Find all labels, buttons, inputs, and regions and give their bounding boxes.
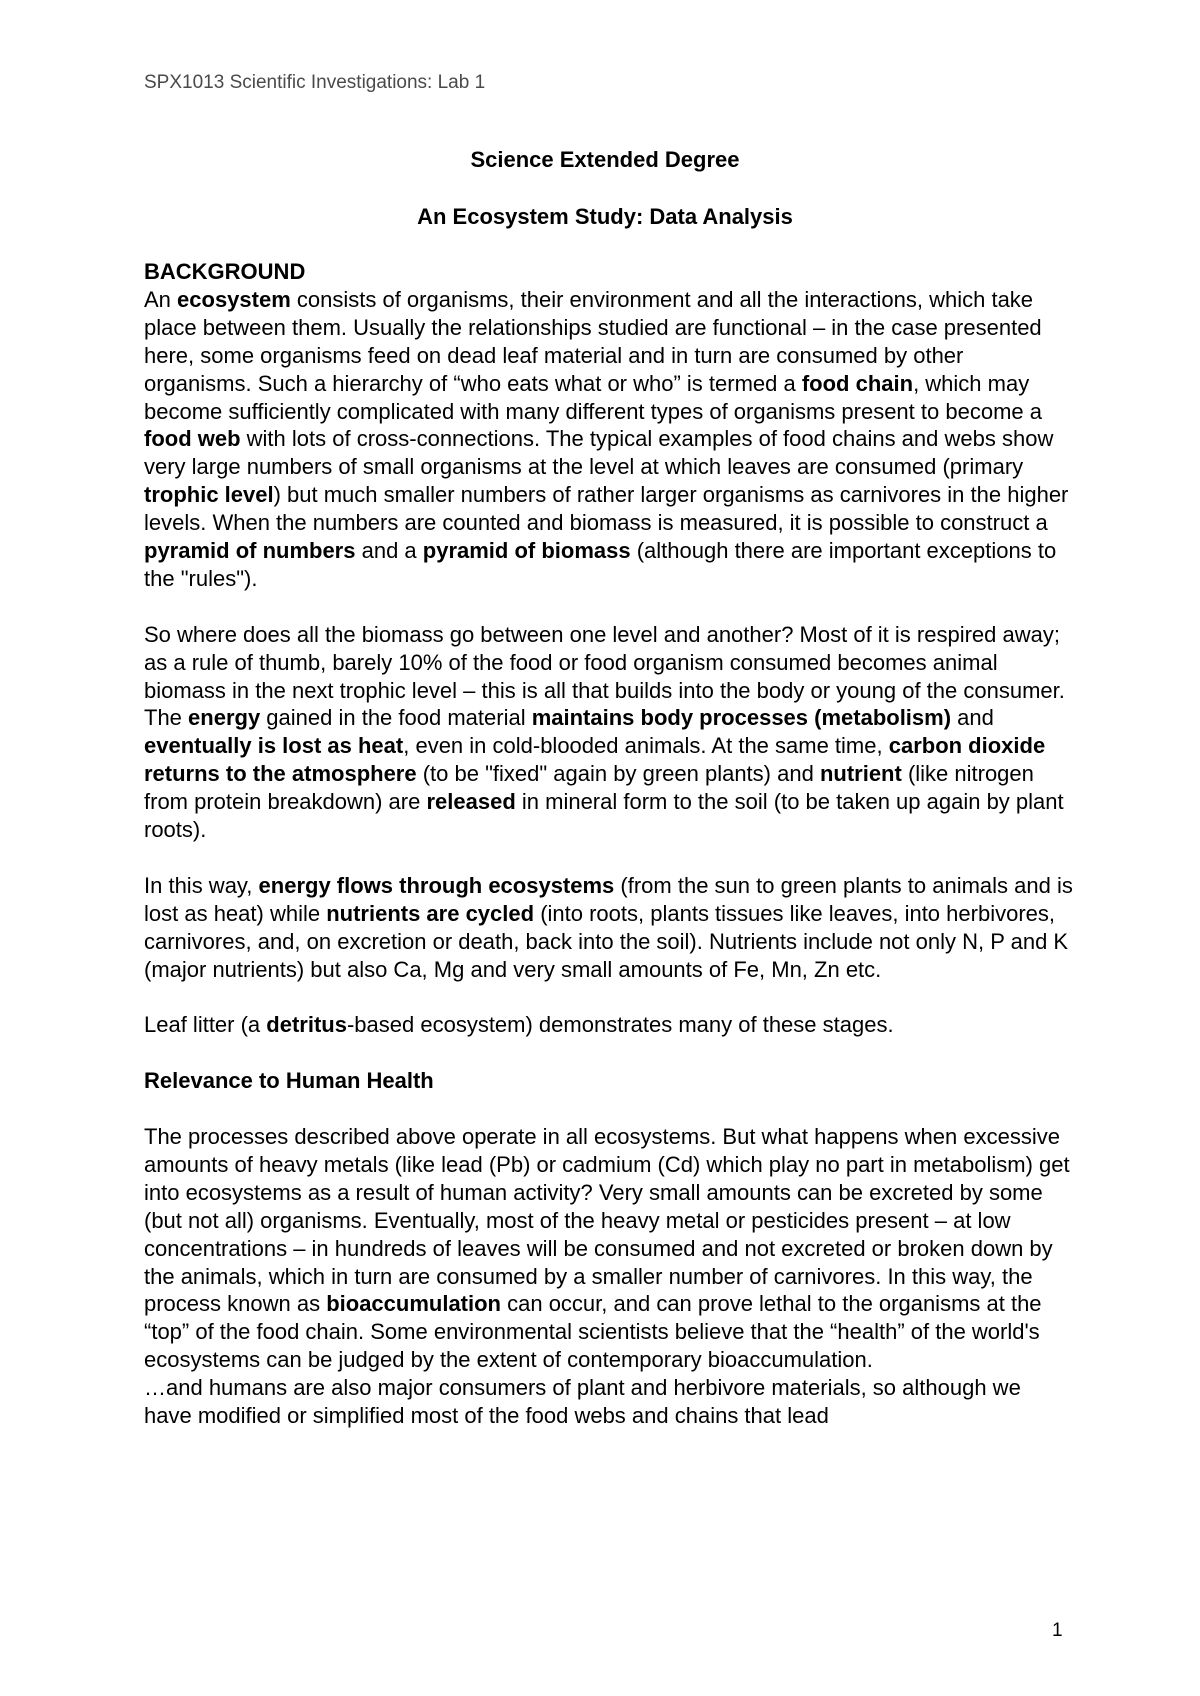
bold-term: energy flows through ecosystems — [258, 872, 615, 898]
relevance-paragraph-1 — [144, 1123, 1074, 1374]
bold-term: bioaccumulation — [326, 1291, 501, 1317]
bold-term: ecosystem — [177, 286, 291, 312]
bold-term: carbon dioxide returns to the atmosphere — [144, 733, 1046, 787]
background-paragraph-4 — [144, 1011, 1074, 1039]
text-run: ) but much smaller numbers of rather larger organisms as carnivores in the higher levels. When the numbers are counted and biomass is measured, it is possible to construct a — [144, 482, 1069, 536]
relevance-heading: Relevance to Human Health — [144, 1068, 434, 1094]
page-header: SPX1013 Scientific Investigations: Lab 1 — [144, 72, 486, 93]
text-run: The processes described above operate in all ecosystems. But what happens when excessive amounts of heavy metals (like lead (Pb) or cadmium (Cd) which play no part in metabolism) get into ecosystems as a result of human activity? Very small amounts can be excreted by some (but not all) organisms. Eventually, most of the heavy metal or pesticides present – at low concentrations – in hundreds of leaves will be consumed and not excreted or broken down by the animals, which in turn are consumed by a smaller number of carnivores. In this way, the process known as — [144, 1124, 1070, 1317]
text-run: So where does all the biomass go between one level and another? Most of it is respired away; as a rule of thumb, barely 10% of the food or food organism consumed becomes animal biomass in the next trophic level – this is all that builds into the body or young of the consumer. The — [144, 621, 1065, 731]
text-run: and a — [355, 538, 423, 564]
document-title: Science Extended Degree — [470, 147, 740, 172]
bold-term: pyramid of biomass — [422, 538, 631, 564]
text-run: …and humans are also major consumers of plant and herbivore materials, so although we have modified or simplified most of the food webs and chains that lead — [144, 1375, 1021, 1429]
text-run: (into roots, plants tissues like leaves, into herbivores, carnivores, and, on excretion or death, back into the soil). Nutrients include not only N, P and K (major nutrients) but also Ca, Mg and very small amounts of Fe, Mn, Zn etc. — [144, 900, 1069, 982]
text-run: (from the sun to green plants to animals and is lost as heat) while — [144, 872, 1073, 926]
text-run: gained in the food material — [260, 705, 532, 731]
bold-term: eventually is lost as heat — [144, 733, 404, 759]
text-run: can occur, and can prove lethal to the organisms at the “top” of the food chain. Some environmental scientists believe that the “health” of the world's ecosystems can be judged by the extent of contemporary bioaccumulation. — [144, 1291, 1042, 1373]
text-run: with lots of cross-connections. The typical examples of food chains and webs show very large numbers of small organisms at the level at which leaves are consumed (primary — [144, 426, 1054, 480]
text-run: (although there are important exceptions to the "rules"). — [144, 538, 1057, 591]
text-run: in mineral form to the soil (to be taken up again by plant roots). — [144, 789, 1064, 843]
text-run: and — [951, 705, 994, 731]
document-subtitle: An Ecosystem Study: Data Analysis — [417, 204, 793, 229]
text-run: In this way, — [144, 872, 259, 898]
background-paragraph-2 — [144, 621, 1074, 844]
bold-term: food chain — [801, 370, 914, 396]
text-run: (to be "fixed" again by green plants) and — [416, 761, 820, 787]
relevance-paragraph-2 — [144, 1374, 1074, 1430]
bold-term: nutrients are cycled — [326, 900, 535, 926]
background-paragraph-1 — [144, 286, 1074, 593]
text-run: consists of organisms, their environment and all the interactions, which take place between them. Usually the relationships studied are functional – in the case presented here, some organisms feed on dead leaf material and in turn are consumed by other organisms. Such a hierarchy of “who eats what or who” is termed a — [144, 286, 1042, 396]
bold-term: maintains body processes (metabolism) — [531, 705, 952, 731]
bold-term: released — [426, 789, 516, 815]
page-number: 1 — [1052, 1620, 1063, 1641]
text-run: (like nitrogen from protein breakdown) are — [144, 761, 1034, 815]
text-run: , even in cold-blooded animals. At the same time, — [403, 733, 889, 759]
document-body — [144, 258, 1074, 1430]
bold-term: trophic level — [144, 482, 274, 508]
text-run: An — [144, 286, 178, 312]
bold-term: detritus — [266, 1012, 347, 1038]
bold-term: nutrient — [819, 761, 902, 787]
bold-term: pyramid of numbers — [144, 538, 356, 564]
bold-term: energy — [188, 705, 261, 731]
background-paragraph-3 — [144, 872, 1074, 984]
text-run: -based ecosystem) demonstrates many of these stages. — [346, 1012, 894, 1038]
text-run: Leaf litter (a — [144, 1012, 267, 1038]
text-run: , which may become sufficiently complicated with many different types of organisms present to become a — [144, 370, 1042, 424]
bold-term: food web — [144, 426, 241, 452]
background-heading: BACKGROUND — [144, 259, 306, 284]
